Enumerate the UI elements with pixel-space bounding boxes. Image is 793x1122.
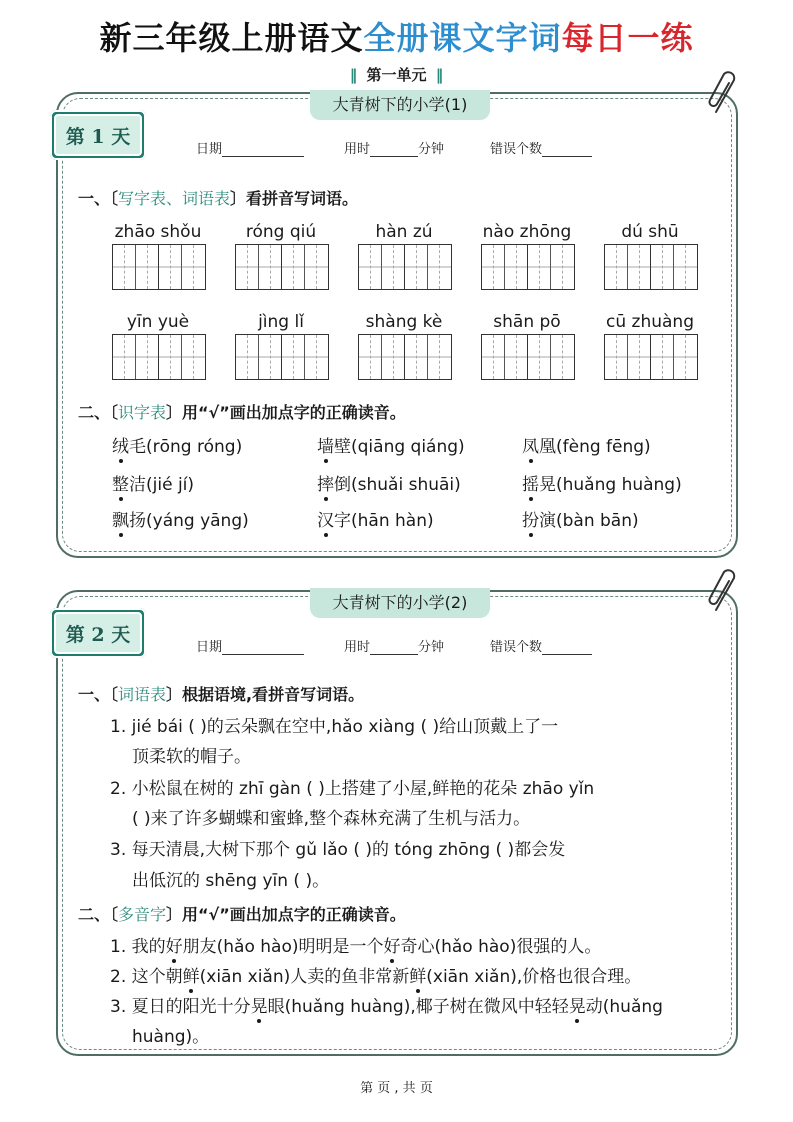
polyphone-sentence[interactable]: 1. 我的好朋友(hǎo hào)明明是一个好奇心(hǎo hào)很强的人。: [110, 932, 601, 957]
day2-sec2-tag: 多音字: [118, 905, 167, 924]
pinyin-prompt: zhāo shǒu: [114, 222, 202, 242]
day2-errors: [490, 636, 592, 655]
day2-date-label: 日期: [196, 640, 223, 655]
day2-minutes-label: 分钟: [418, 640, 445, 655]
reading-option[interactable]: 整洁(jié jí): [112, 470, 194, 495]
day1-errors-label: 错误个数: [490, 142, 543, 157]
pinyin-prompt: róng qiú: [245, 222, 317, 242]
writing-grid[interactable]: [112, 334, 206, 380]
writing-grid[interactable]: [358, 334, 452, 380]
day1-card: [56, 92, 738, 558]
writing-grid[interactable]: [235, 334, 329, 380]
day1-date: [196, 138, 304, 157]
reading-option[interactable]: 汉字(hān hàn): [317, 506, 434, 531]
title-part-1: 新三年级上册语文: [99, 19, 364, 57]
context-sentence-cont[interactable]: 出低沉的 shēng yīn ( )。: [132, 871, 330, 891]
day1-badge-text: 第 1 天: [54, 114, 142, 156]
page-title: [0, 14, 793, 62]
reading-option[interactable]: 飘扬(yáng yāng): [112, 506, 249, 531]
reading-option[interactable]: 摇晃(huǎng huàng): [522, 470, 682, 495]
day2-sec1-suffix: 〕根据语境,看拼音写词语。: [166, 685, 365, 704]
day1-time-line[interactable]: [370, 142, 418, 157]
day1-sec1-prefix: 一、〔: [78, 189, 119, 208]
writing-grid[interactable]: [112, 244, 206, 290]
writing-grid[interactable]: [604, 244, 698, 290]
context-sentence[interactable]: 2. 小松鼠在树的 zhī gàn ( )上搭建了小屋,鲜艳的花朵 zhāo yǐn: [110, 779, 595, 799]
day2-sec2-suffix: 〕用“√”画出加点字的正确读音。: [166, 905, 406, 924]
day1-sec1-tag: 写字表、词语表: [118, 189, 231, 208]
day2-sec1-tag: 词语表: [118, 685, 167, 704]
day1-badge: [50, 110, 146, 160]
reading-option[interactable]: 扮演(bàn bān): [522, 506, 639, 531]
day1-sec2-tag: 识字表: [118, 403, 167, 422]
writing-grid[interactable]: [358, 244, 452, 290]
context-sentence-cont[interactable]: ( )来了许多蝴蝶和蜜蜂,整个森林充满了生机与活力。: [132, 809, 531, 829]
paperclip-icon: [706, 568, 742, 614]
context-sentence[interactable]: 3. 每天清晨,大树下那个 gǔ lǎo ( )的 tóng zhōng ( )都会发: [110, 840, 566, 860]
pinyin-prompt: shàng kè: [365, 312, 443, 332]
writing-grid[interactable]: [481, 244, 575, 290]
day1-sec2-prefix: 二、〔: [78, 403, 119, 422]
unit-bar-left: ‖: [349, 66, 358, 84]
day2-errors-line[interactable]: [542, 640, 592, 655]
pinyin-prompt: dú shū: [621, 222, 679, 242]
pinyin-prompt: hàn zú: [375, 222, 433, 242]
pinyin-prompt: yīn yuè: [126, 312, 190, 332]
day1-section1-heading: [78, 186, 358, 209]
day2-time-label: 用时: [344, 640, 371, 655]
reading-option[interactable]: 绒毛(rōng róng): [112, 432, 242, 457]
day1-time: [344, 138, 444, 157]
day2-time-line[interactable]: [370, 640, 418, 655]
day1-lesson-title: 大青树下的小学(1): [310, 90, 490, 120]
day1-minutes-label: 分钟: [418, 142, 445, 157]
day1-date-label: 日期: [196, 142, 223, 157]
page-footer: 第 页 , 共 页: [360, 1081, 433, 1096]
day2-section1-heading: [78, 682, 364, 705]
polyphone-sentence-cont[interactable]: huàng)。: [132, 1027, 210, 1047]
title-part-2: 全册课文字词: [363, 19, 562, 57]
pinyin-prompt: cū zhuàng: [606, 312, 694, 332]
polyphone-sentence[interactable]: 3. 夏日的阳光十分晃眼(huǎng huàng),椰子树在微风中轻轻晃动(huǎng: [110, 992, 663, 1017]
writing-grid[interactable]: [481, 334, 575, 380]
day2-badge: [50, 608, 146, 658]
day1-section2-heading: [78, 400, 406, 423]
reading-option[interactable]: 摔倒(shuǎi shuāi): [317, 470, 461, 495]
day1-sec2-suffix: 〕用“√”画出加点字的正确读音。: [166, 403, 406, 422]
day2-sec2-prefix: 二、〔: [78, 905, 119, 924]
pinyin-prompt: nào zhōng: [482, 222, 572, 242]
title-part-3: 每日一练: [561, 19, 694, 57]
unit-bar-right: ‖: [435, 66, 444, 84]
day1-errors-line[interactable]: [542, 142, 592, 157]
day2-lesson-title: 大青树下的小学(2): [310, 588, 490, 618]
day1-sec1-suffix: 〕看拼音写词语。: [230, 189, 359, 208]
pinyin-prompt: shān pō: [493, 312, 561, 332]
polyphone-sentence[interactable]: 2. 这个朝鲜(xiān xiǎn)人卖的鱼非常新鲜(xiān xiǎn),价格也很合理。: [110, 962, 641, 987]
day2-errors-label: 错误个数: [490, 640, 543, 655]
day2-card: [56, 590, 738, 1056]
paperclip-icon: [706, 70, 742, 116]
unit-header: [0, 64, 793, 85]
day2-time: [344, 636, 444, 655]
reading-option[interactable]: 墙壁(qiāng qiáng): [317, 432, 465, 457]
pinyin-prompt: jìng lǐ: [258, 312, 304, 332]
day1-time-label: 用时: [344, 142, 371, 157]
day2-sec1-prefix: 一、〔: [78, 685, 119, 704]
unit-label: 第一单元: [366, 66, 427, 84]
reading-option[interactable]: 凤凰(fèng fēng): [522, 432, 651, 457]
day1-errors: [490, 138, 592, 157]
context-sentence-cont: 顶柔软的帽子。: [132, 747, 251, 767]
day2-section2-heading: [78, 902, 406, 925]
writing-grid[interactable]: [235, 244, 329, 290]
day2-date: [196, 636, 304, 655]
context-sentence[interactable]: 1. jié bái ( )的云朵飘在空中,hǎo xiàng ( )给山顶戴上了一: [110, 717, 559, 737]
day2-badge-text: 第 2 天: [54, 612, 142, 654]
day1-date-line[interactable]: [222, 142, 304, 157]
writing-grid[interactable]: [604, 334, 698, 380]
day2-date-line[interactable]: [222, 640, 304, 655]
